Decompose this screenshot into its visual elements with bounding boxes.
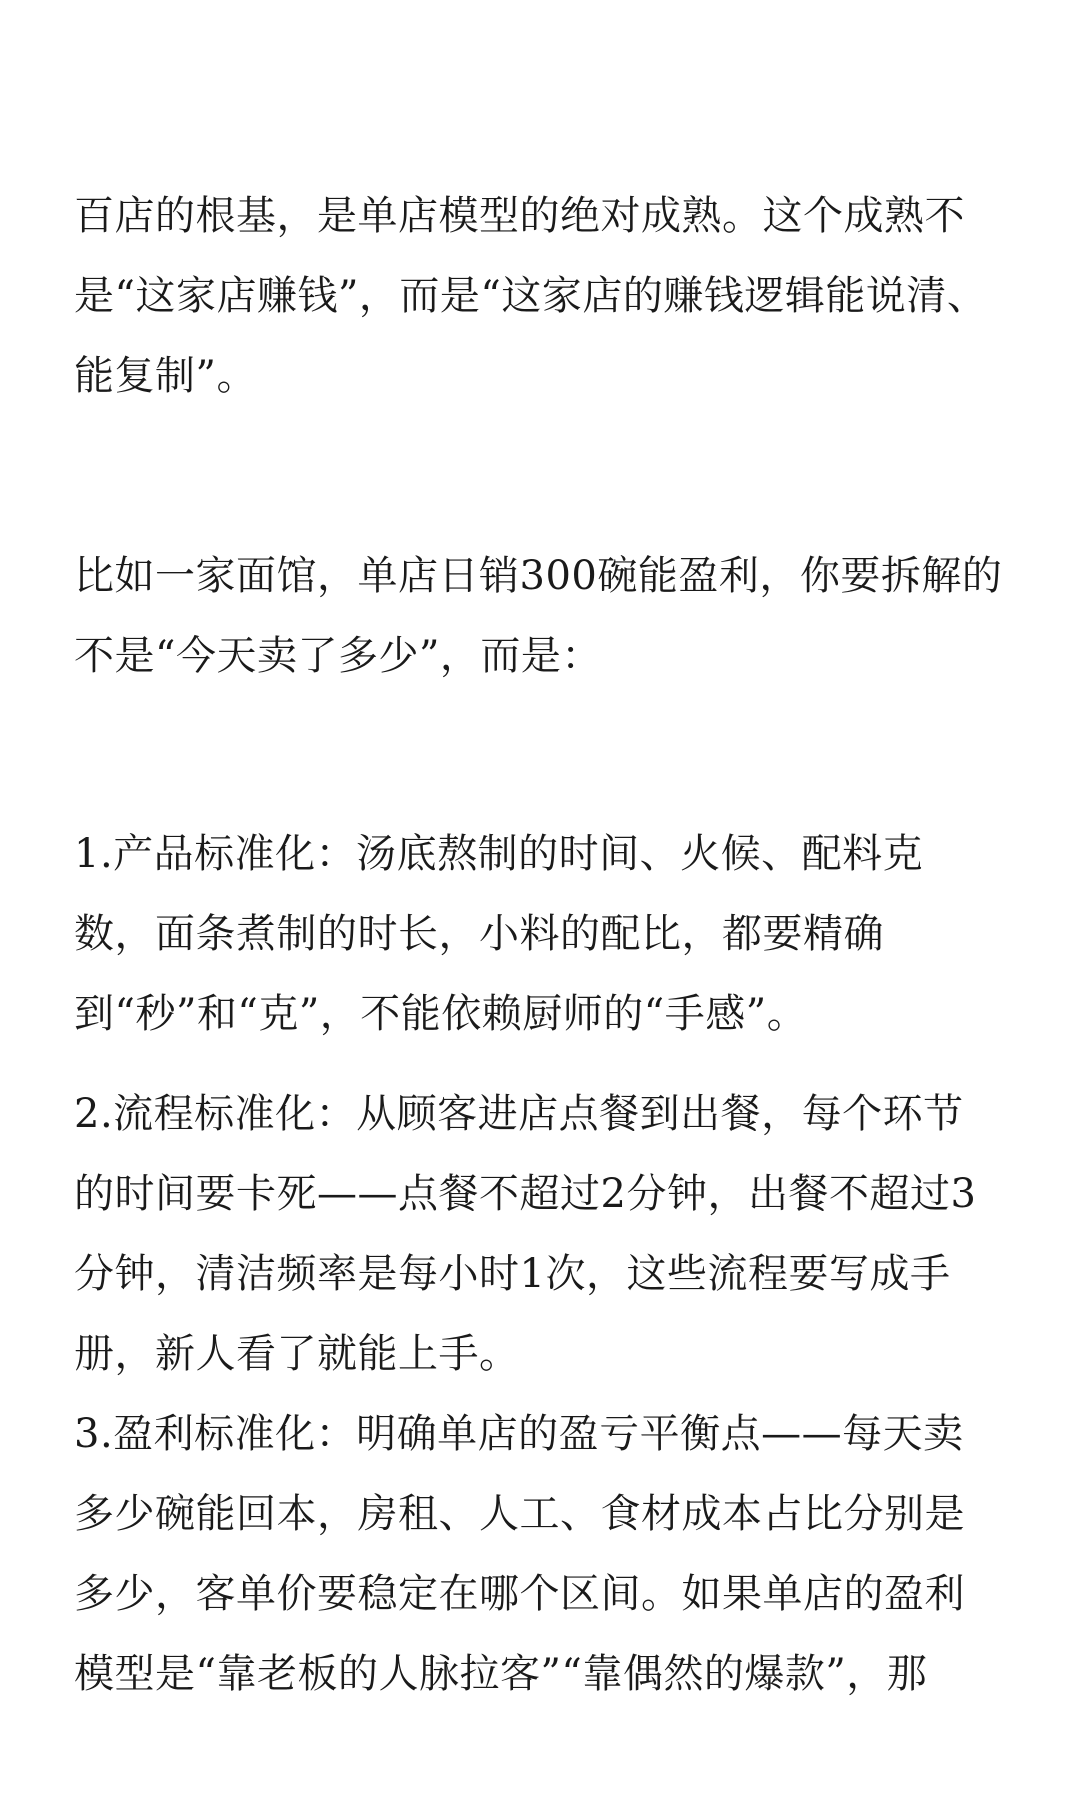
- paragraph-example: 比如一家面馆，单店日销300碗能盈利，你要拆解的不是“今天卖了多少”，而是：: [74, 553, 1003, 679]
- list-item-profit-standardization: 3.盈利标准化：明确单店的盈亏平衡点——每天卖多少碗能回本，房租、人工、食材成本占比分别是多少，客单价要稳定在哪个区间。如果单店的盈利模型是“靠老板的人脉拉客”“靠偶然的爆款”，那: [74, 1411, 965, 1697]
- list-item-process-standardization: 2.流程标准化：从顾客进店点餐到出餐，每个环节的时间要卡死——点餐不超过2分钟，出餐不超过3分钟，清洁频率是每小时1次，这些流程要写成手册，新人看了就能上手。: [74, 1091, 977, 1377]
- paragraph-intro: 百店的根基，是单店模型的绝对成熟。这个成熟不是“这家店赚钱”，而是“这家店的赚钱逻辑能说清、能复制”。: [74, 193, 988, 399]
- list-item-product-standardization: 1.产品标准化：汤底熬制的时间、火候、配料克数，面条煮制的时长，小料的配比，都要精确到“秒”和“克”，不能依赖厨师的“手感”。: [74, 831, 924, 1037]
